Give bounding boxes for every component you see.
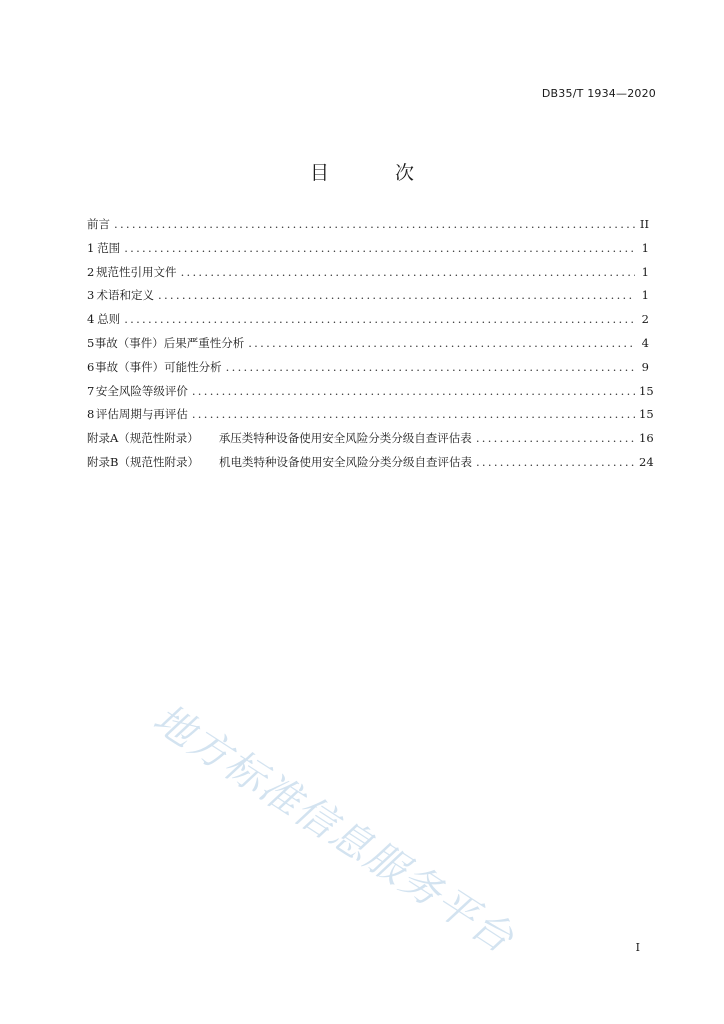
- table-of-contents: [87, 216, 654, 478]
- toc-entry-page: 16: [639, 431, 654, 446]
- toc-entry-appendix-title: 机电类特种设备使用安全风险分类分级自查评估表: [218, 454, 472, 469]
- toc-entry-page: 4: [641, 335, 649, 350]
- toc-entry-label: 附录A（规范性附录）: [87, 431, 199, 446]
- page-number: I: [635, 941, 640, 954]
- document-code: DB35/T 1934—2020: [541, 87, 656, 100]
- toc-entry-page: 1: [641, 264, 649, 279]
- toc-entry-scope[interactable]: [87, 240, 649, 264]
- dot-leader: [476, 455, 635, 469]
- toc-entry-page: 1: [641, 240, 649, 255]
- toc-entry-page: II: [639, 217, 649, 231]
- toc-entry-preface[interactable]: [87, 216, 649, 240]
- toc-entry-appendix-title: 承压类特种设备使用安全风险分类分级自查评估表: [218, 431, 472, 446]
- toc-entry-page: 9: [641, 359, 649, 374]
- toc-entry-reassessment[interactable]: [87, 406, 654, 430]
- toc-entry-number: 8: [87, 407, 95, 422]
- toc-entry-page: 2: [641, 312, 649, 327]
- toc-entry-label: 事故（事件）可能性分析: [95, 359, 222, 374]
- toc-entry-number: 3: [87, 288, 95, 303]
- toc-entry-normative-references[interactable]: [87, 264, 649, 288]
- toc-entry-page: 15: [639, 383, 654, 398]
- dot-leader: [181, 265, 635, 279]
- toc-entry-label: 评估周期与再评估: [95, 407, 188, 422]
- toc-entry-label: 事故（事件）后果严重性分析: [94, 335, 245, 350]
- dot-leader: [158, 288, 635, 302]
- toc-entry-label: 术语和定义: [96, 288, 155, 303]
- watermark: 地方标准信息服务平台: [145, 695, 523, 963]
- dot-leader: [124, 241, 635, 255]
- toc-entry-number: 4: [87, 312, 95, 327]
- dot-leader: [124, 312, 635, 326]
- toc-entry-page: 15: [639, 407, 654, 422]
- toc-entry-label: 范围: [97, 240, 121, 255]
- toc-entry-number: 5: [87, 335, 95, 350]
- dot-leader: [248, 336, 635, 350]
- dot-leader: [476, 431, 635, 445]
- toc-entry-number: 2: [87, 264, 95, 279]
- toc-entry-label: 总则: [97, 312, 121, 327]
- toc-entry-general[interactable]: [87, 311, 649, 335]
- toc-entry-label: 规范性引用文件: [96, 264, 177, 279]
- toc-entry-label: 前言: [87, 217, 110, 231]
- toc-entry-risk-evaluation[interactable]: [87, 383, 654, 407]
- toc-entry-terms[interactable]: [87, 287, 649, 311]
- toc-entry-page: 1: [641, 288, 649, 303]
- toc-entry-page: 24: [639, 454, 654, 469]
- toc-entry-appendix-a[interactable]: [87, 430, 654, 454]
- page-title: 目 次: [309, 162, 445, 184]
- toc-entry-number: 6: [87, 359, 95, 374]
- toc-entry-number: 7: [87, 383, 95, 398]
- toc-entry-number: 1: [87, 240, 95, 255]
- toc-entry-label: 安全风险等级评价: [95, 383, 188, 398]
- toc-entry-appendix-b[interactable]: [87, 454, 654, 478]
- toc-entry-severity-analysis[interactable]: [87, 335, 649, 359]
- toc-entry-likelihood-analysis[interactable]: [87, 359, 649, 383]
- dot-leader: [114, 217, 635, 231]
- dot-leader: [192, 407, 635, 421]
- toc-entry-label: 附录B（规范性附录）: [87, 454, 199, 469]
- dot-leader: [226, 360, 635, 374]
- dot-leader: [192, 384, 635, 398]
